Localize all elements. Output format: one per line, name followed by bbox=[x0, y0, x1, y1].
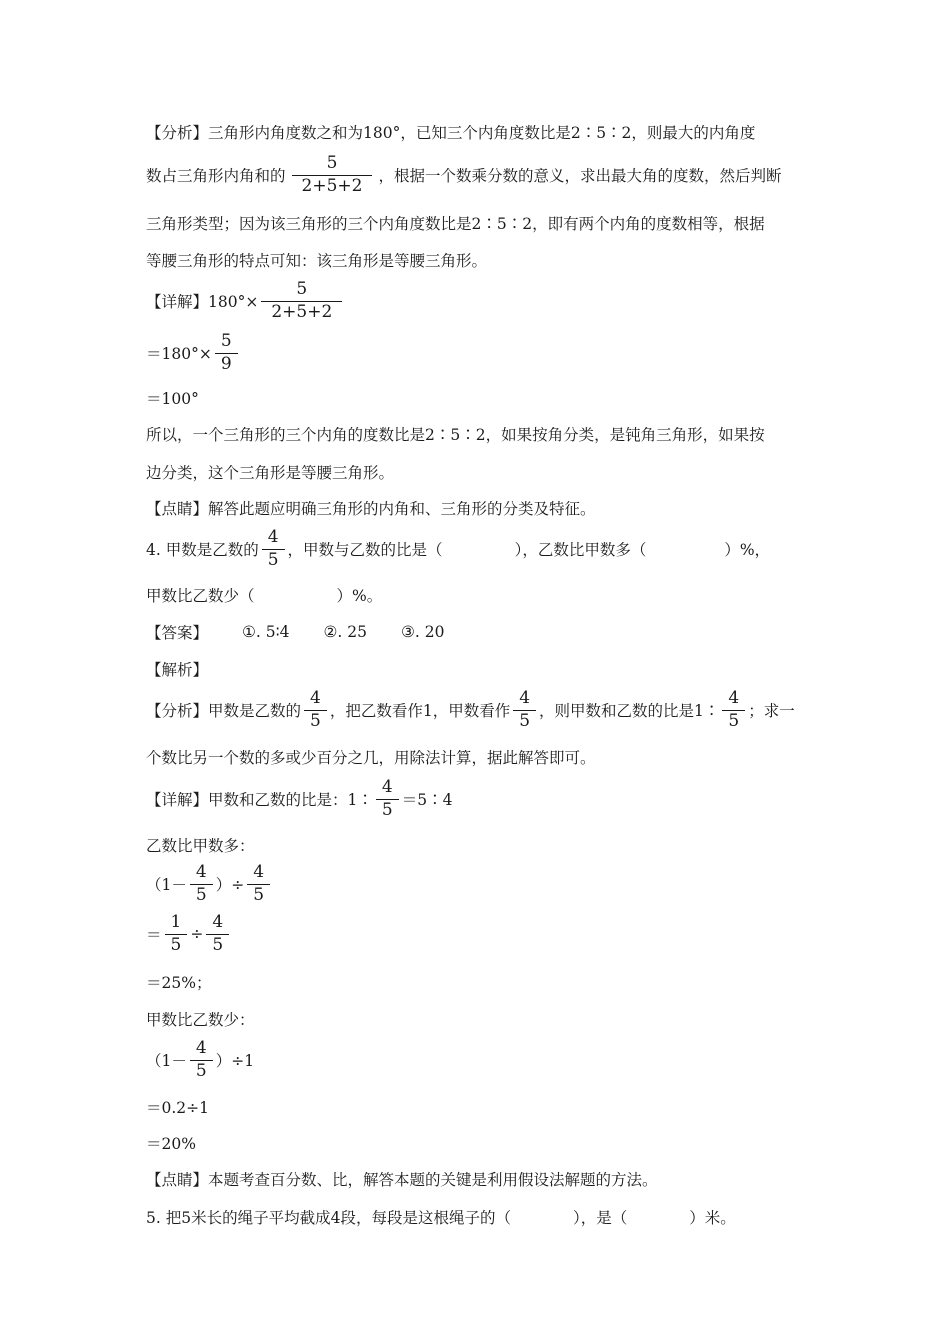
answer-2: ②. 25 bbox=[323, 623, 368, 641]
text: 【点睛】本题考查百分数、比，解答本题的关键是利用假设法解题的方法。 bbox=[146, 1171, 658, 1189]
text: 乙数比甲数多： bbox=[146, 837, 255, 855]
text: ），是（ bbox=[572, 1209, 628, 1227]
text: ＝20% bbox=[146, 1135, 196, 1153]
numerator: 1 bbox=[170, 912, 182, 932]
numerator: 5 bbox=[326, 153, 338, 173]
text: ，甲数与乙数的比是（ bbox=[287, 541, 443, 560]
denominator: 5 bbox=[190, 1060, 213, 1081]
text: 4. 甲数是乙数的 bbox=[146, 541, 259, 560]
analysis-line-3 bbox=[146, 212, 765, 234]
detail-line-4 bbox=[146, 423, 765, 445]
text: ），乙数比甲数多（ bbox=[514, 541, 647, 560]
text: 【分析】三角形内角度数之和为180°，已知三个内角度数比是2∶5∶2，则最大的内角度 bbox=[146, 124, 756, 142]
detail-line-5 bbox=[146, 461, 394, 483]
detail2-less-label bbox=[146, 1008, 255, 1030]
question-4-line-1 bbox=[146, 529, 770, 570]
text: ＝0.2÷1 bbox=[146, 1099, 209, 1117]
text: ＝180°× bbox=[146, 345, 212, 364]
text: 所以，一个三角形的三个内角的度数比是2∶5∶2，如果按角分类，是钝角三角形，如果按 bbox=[146, 426, 765, 444]
fraction bbox=[513, 690, 536, 731]
question-4-line-2 bbox=[146, 584, 382, 606]
numerator: 5 bbox=[296, 279, 308, 299]
fraction bbox=[722, 690, 745, 731]
denominator: 2+5+2 bbox=[292, 175, 373, 196]
fraction bbox=[304, 690, 327, 731]
numerator: 4 bbox=[381, 777, 393, 797]
text: 【解析】 bbox=[146, 661, 209, 679]
text: 甲数比乙数少（ bbox=[146, 587, 255, 605]
fraction bbox=[376, 779, 399, 820]
numerator: 5 bbox=[220, 331, 232, 351]
text: ÷ bbox=[190, 925, 204, 944]
fraction bbox=[206, 914, 229, 955]
text: 个数比另一个数的多或少百分之几，用除法计算，据此解答即可。 bbox=[146, 749, 596, 767]
numerator: 4 bbox=[728, 688, 740, 708]
jiexi-heading bbox=[146, 658, 208, 680]
denominator: 5 bbox=[206, 934, 229, 955]
text: ＝5∶4 bbox=[401, 791, 453, 810]
text: 数占三角形内角和的 bbox=[146, 167, 286, 186]
denominator: 5 bbox=[262, 549, 285, 570]
fraction bbox=[292, 155, 373, 196]
detail2-more-step-2 bbox=[146, 914, 232, 955]
text: 5. 把5米长的绳子平均截成4段，每段是这根绳子的（ bbox=[146, 1209, 511, 1227]
detail2-less-step-1 bbox=[146, 1040, 254, 1081]
detail2-less-result bbox=[146, 1132, 196, 1154]
denominator: 5 bbox=[190, 884, 213, 905]
fraction bbox=[261, 281, 342, 322]
text: ；求一 bbox=[748, 702, 795, 721]
text: ）米。 bbox=[689, 1209, 736, 1227]
text: ）÷ bbox=[215, 876, 245, 895]
detail2-more-step-1 bbox=[146, 864, 273, 905]
detail2-ratio bbox=[146, 779, 452, 820]
comment-2 bbox=[146, 1168, 658, 1190]
denominator: 5 bbox=[376, 799, 399, 820]
analysis-line-4 bbox=[146, 249, 487, 271]
fraction bbox=[190, 1040, 213, 1081]
numerator: 4 bbox=[195, 1038, 207, 1058]
text: 【详解】甲数和乙数的比是：1∶ bbox=[146, 791, 373, 810]
text: （1－ bbox=[146, 876, 187, 895]
detail-line-2 bbox=[146, 333, 241, 374]
analysis2-line-1 bbox=[146, 690, 795, 731]
denominator: 5 bbox=[513, 710, 536, 731]
text: ＝25%； bbox=[146, 974, 212, 992]
fraction bbox=[165, 914, 188, 955]
text: 甲数比乙数少： bbox=[146, 1011, 255, 1029]
fraction bbox=[262, 529, 285, 570]
text: ，根据一个数乘分数的意义，求出最大角的度数，然后判断 bbox=[378, 167, 782, 186]
text: 等腰三角形的特点可知：该三角形是等腰三角形。 bbox=[146, 252, 488, 270]
numerator: 4 bbox=[267, 527, 279, 547]
fraction bbox=[247, 864, 270, 905]
text: ＝100° bbox=[146, 390, 199, 408]
text: 【分析】甲数是乙数的 bbox=[146, 702, 302, 721]
question-5 bbox=[146, 1206, 736, 1228]
text: 【点睛】解答此题应明确三角形的内角和、三角形的分类及特征。 bbox=[146, 500, 596, 518]
denominator: 5 bbox=[247, 884, 270, 905]
numerator: 4 bbox=[519, 688, 531, 708]
answer-line bbox=[146, 621, 445, 643]
detail-line-3 bbox=[146, 387, 199, 409]
fraction bbox=[215, 333, 238, 374]
detail-line-1 bbox=[146, 281, 345, 322]
text: ）÷1 bbox=[215, 1052, 255, 1071]
detail2-more-label bbox=[146, 834, 255, 856]
text: ）%。 bbox=[336, 587, 383, 605]
analysis2-line-2 bbox=[146, 746, 596, 768]
denominator: 5 bbox=[165, 934, 188, 955]
numerator: 4 bbox=[310, 688, 321, 708]
answer-3: ③. 20 bbox=[401, 623, 445, 641]
text: 边分类，这个三角形是等腰三角形。 bbox=[146, 464, 395, 482]
text: ）%， bbox=[724, 541, 771, 560]
numerator: 4 bbox=[212, 912, 224, 932]
fraction bbox=[190, 864, 213, 905]
answer-1: ①. 5∶4 bbox=[242, 623, 290, 641]
answer-label: 【答案】 bbox=[146, 624, 209, 642]
denominator: 5 bbox=[304, 710, 327, 731]
text: ＝ bbox=[146, 926, 162, 945]
comment-1 bbox=[146, 497, 596, 519]
text: ，把乙数看作1，甲数看作 bbox=[329, 702, 511, 721]
denominator: 2+5+2 bbox=[261, 301, 342, 322]
detail2-more-result bbox=[146, 971, 211, 993]
text: 三角形类型；因为该三角形的三个内角度数比是2∶5∶2，即有两个内角的度数相等，根据 bbox=[146, 215, 765, 233]
numerator: 4 bbox=[195, 862, 207, 882]
analysis-line-1 bbox=[146, 121, 755, 143]
analysis-line-2 bbox=[146, 155, 781, 196]
numerator: 4 bbox=[253, 862, 265, 882]
text: 【详解】180°× bbox=[146, 293, 259, 312]
text: ，则甲数和乙数的比是1∶ bbox=[539, 702, 720, 721]
denominator: 5 bbox=[722, 710, 745, 731]
denominator: 9 bbox=[215, 353, 238, 374]
detail2-less-step-2 bbox=[146, 1096, 209, 1118]
text: （1－ bbox=[146, 1052, 187, 1071]
